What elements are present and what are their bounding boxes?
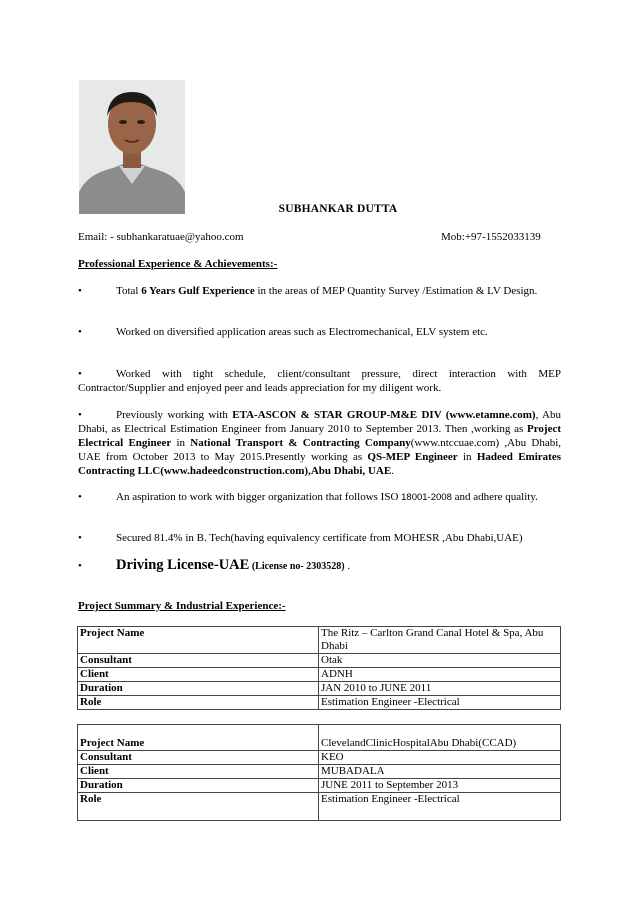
bullet-education: • Secured 81.4% in B. Tech(having equivalency certificate from MOHESR ,Abu Dhabi,UAE) <box>78 532 523 544</box>
row-label: Project Name <box>78 725 319 751</box>
bullet-icon: • <box>78 285 82 297</box>
candidate-name: SUBHANKAR DUTTA <box>278 203 398 215</box>
bullet-icon: • <box>78 532 82 544</box>
bullet-aspiration: • An aspiration to work with bigger organization that follows ISO 18001-2008 and adhere quality. <box>78 491 538 503</box>
bullet-icon: • <box>78 409 82 421</box>
row-label: Project Name <box>78 627 319 654</box>
row-label: Client <box>78 668 319 682</box>
table-row <box>78 793 561 821</box>
bullet-driving-license: • Driving License-UAE (License no- 2303528) . <box>78 557 351 573</box>
row-value: Estimation Engineer -Electrical <box>319 696 561 710</box>
bullet-icon: • <box>78 491 82 503</box>
row-value: MUBADALA <box>319 765 561 779</box>
row-label: Duration <box>78 682 319 696</box>
person-photo-icon <box>79 80 185 214</box>
row-value: ADNH <box>319 668 561 682</box>
email-text: Email: - subhankaratuae@yahoo.com <box>78 231 244 243</box>
bullet-work-pressure: • Worked with tight schedule, client/consultant pressure, direct interaction with MEP Contractor/Supplier and enjoyed peer and leads appreciation for my diligent work. <box>78 368 561 394</box>
project-table-1 <box>77 626 561 710</box>
table-row <box>78 725 561 751</box>
table-row <box>78 751 561 765</box>
bullet-application-areas: • Worked on diversified application areas such as Electromechanical, ELV system etc. <box>78 326 488 338</box>
profile-photo <box>79 80 185 214</box>
row-label: Client <box>78 765 319 779</box>
project-summary-heading: Project Summary & Industrial Experience:- <box>78 600 286 612</box>
row-value: KEO <box>319 751 561 765</box>
row-value: JUNE 2011 to September 2013 <box>319 779 561 793</box>
mobile-text: Mob:+97-1552033139 <box>441 231 541 243</box>
table-row <box>78 696 561 710</box>
row-value: The Ritz – Carlton Grand Canal Hotel & Spa, Abu Dhabi <box>319 627 561 654</box>
row-value: JAN 2010 to JUNE 2011 <box>319 682 561 696</box>
contact-line <box>78 231 542 243</box>
table-row <box>78 627 561 654</box>
project-table-2 <box>77 724 561 821</box>
row-value: Otak <box>319 654 561 668</box>
table-row <box>78 765 561 779</box>
experience-heading: Professional Experience & Achievements:- <box>78 258 278 270</box>
bullet-experience-years: • Total 6 Years Gulf Experience in the areas of MEP Quantity Survey /Estimation & LV Design. <box>78 285 538 297</box>
row-value: Estimation Engineer -Electrical <box>319 793 561 821</box>
table-row <box>78 779 561 793</box>
bullet-icon: • <box>78 368 82 380</box>
row-label: Role <box>78 793 319 821</box>
row-label: Role <box>78 696 319 710</box>
row-label: Consultant <box>78 751 319 765</box>
row-value: ClevelandClinicHospitalAbu Dhabi(CCAD) <box>319 725 561 751</box>
row-label: Consultant <box>78 654 319 668</box>
table-row <box>78 654 561 668</box>
table-row <box>78 668 561 682</box>
row-label: Duration <box>78 779 319 793</box>
bullet-icon: • <box>78 326 82 338</box>
table-row <box>78 682 561 696</box>
bullet-icon: • <box>78 560 82 572</box>
bullet-employment-history: • Previously working with ETA-ASCON & STAR GROUP-M&E DIV (www.etamne.com), Abu Dhabi, as Electrical Estimation Engineer from January 2010 to September 2013. Then ,working as Project Electrical Engineer in National Transport & Contracting Company(www.ntccuae.com) ,Abu Dhabi, UAE from October 2013 to May 2015.Presently working as QS-MEP Engineer in Hadeed Emirates Contracting LLC(www.hadeedconstruction.com),Abu Dhabi, UAE. <box>78 409 562 477</box>
